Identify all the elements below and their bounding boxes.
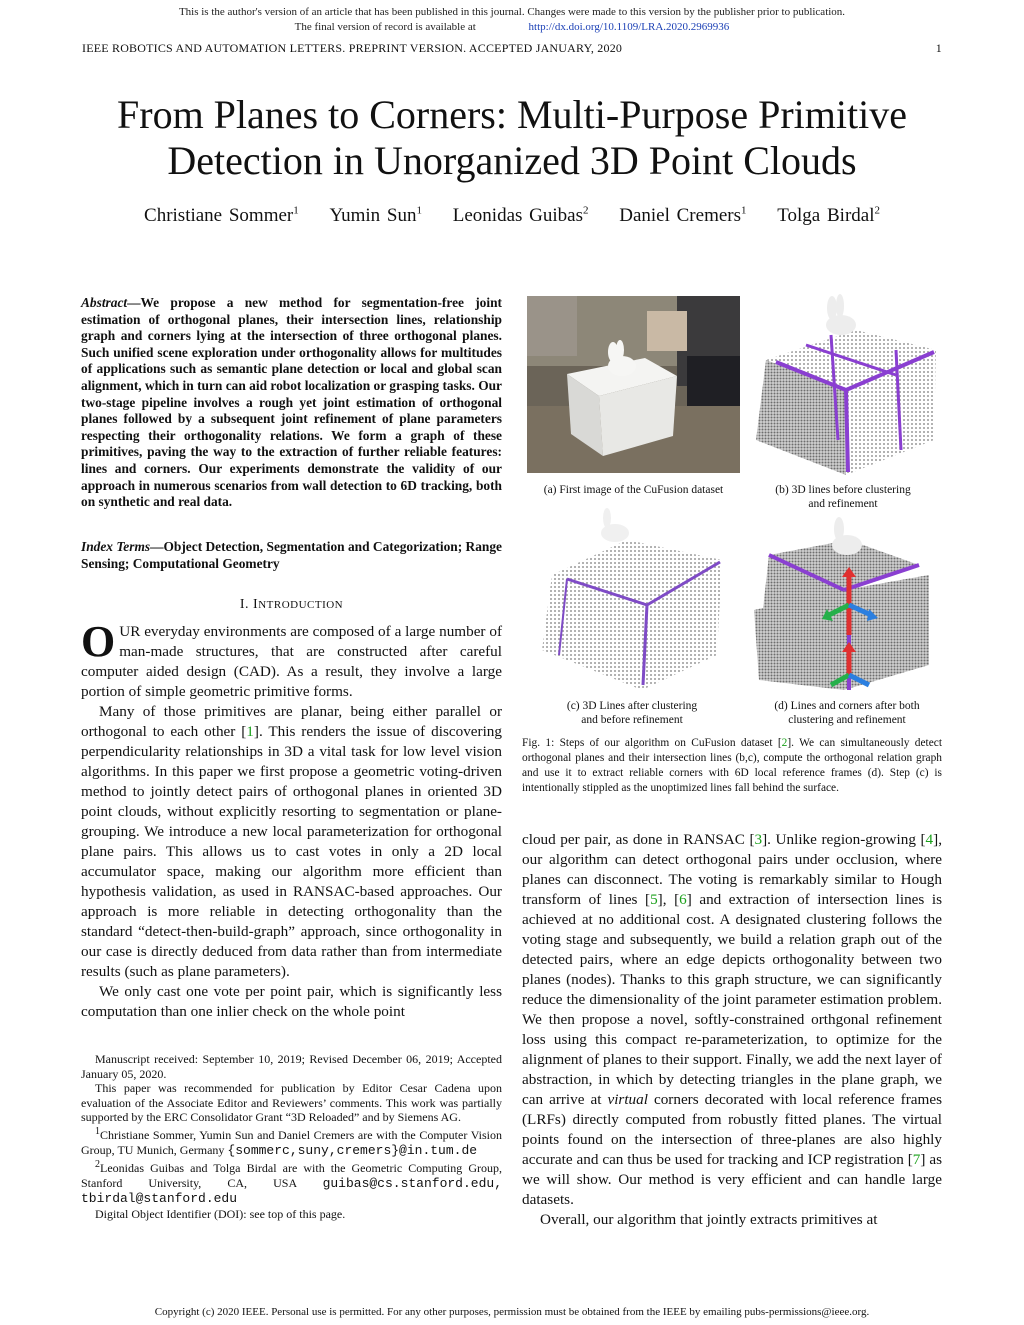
index-terms-label: Index Terms <box>81 539 151 554</box>
footnotes <box>81 1052 502 1222</box>
introduction-body <box>81 617 502 1022</box>
page-number: 1 <box>935 41 942 55</box>
index-terms-text: —Object Detection, Segmentation and Categorization; Range Sensing; Computational Geometry <box>81 539 502 571</box>
notice-text: The final version of record is available at <box>294 21 476 33</box>
paragraph: cloud per pair, as done in RANSAC [3]. Unlike region-growing [4], our algorithm can detect orthogonal pairs under occlusion, where planes can disconnect. The voting is remarkably similar to Hough transform of lines [5], [6] and extraction of intersection lines is achieved at no additional cost. A designated clustering follows the voting stage and subsequently, we build a relation graph out of the detected pairs, where an edge depicts orthogonality between two planes (nodes). Thanks to this graph structure, we can significantly reduce the dimensionality of the joint parameter estimation problem. We then propose a novel, softly-constrained orthgonal refinement loss using this compact re-parameterization, to optimize for the alignment of planes to their support. Finally, we add the next layer of abstraction, in which by detecting triangles in the plane graph, we can arrive at virtual corners decorated with local reference frames (LRFs) directly computed from robustly fitted planes. The virtual points found on the intersection of three-planes are also highly accurate and can thus be used for tracking and ICP registration [7] as we will show. Our method is very efficient and can handle large datasets. <box>522 831 943 1208</box>
right-column-body <box>522 830 942 1230</box>
paragraph: Overall, our algorithm that jointly extracts primitives at <box>540 1211 878 1228</box>
author: Leonidas Guibas$^2$ <box>452 205 589 227</box>
figure-1c-lines-after-clustering <box>537 505 727 695</box>
footnote: Digital Object Identifier (DOI): see top of this page. <box>95 1206 346 1221</box>
email[interactable]: tbirdal@stanford.edu <box>81 1191 238 1207</box>
footnote: $^1$Christiane Sommer, Yumin Sun and Daniel Cremers are with the Computer Vision Group, TU Munich, Germany {sommerc,suny,cremers}@in.tum.de <box>81 1125 502 1158</box>
doi-link[interactable]: http://dx.doi.org/10.1109/LRA.2020.2969936 <box>528 21 730 33</box>
author: Daniel Cremers$^1$ <box>619 205 747 227</box>
publication-notice: This is the author's version of an article that has been published in this journal. Changes were made to this version by the publisher prior to publication. <box>178 6 846 18</box>
figure-1a-photo <box>527 296 740 473</box>
abstract <box>81 295 502 511</box>
citation-link[interactable]: 6 <box>679 891 687 908</box>
footnote: Manuscript received: September 10, 2019; Revised December 06, 2019; Accepted January 05, 2020. <box>81 1052 502 1081</box>
index-terms <box>81 539 502 572</box>
title-line-1: From Planes to Corners: Multi-Purpose Primitive <box>117 92 907 137</box>
citation-link[interactable]: 4 <box>925 831 934 848</box>
figure-1d-lines-and-corners <box>749 515 945 695</box>
citation-link[interactable]: 5 <box>650 891 658 908</box>
figure-1b-lines-before-clustering <box>746 290 940 480</box>
email[interactable]: {sommerc,suny,cremers}@in.tum.de <box>227 1142 478 1158</box>
figure-1-caption: Fig. 1: Steps of our algorithm on CuFusion dataset [2]. We can simultaneously detect orthogonal planes and their intersection lines (b,c), compute the orthogonal relation graph and use it to extract reliable corners with 6D local reference frames (d). Step (c) is intentionally stippled as the unoptimized lines fall behind the surface. <box>522 737 942 794</box>
citation-link[interactable]: 7 <box>912 1151 921 1168</box>
footnote: This paper was recommended for publication by Editor Cesar Cadena upon evaluation of the Associate Editor and Reviewers’ comments. This work was partially supported by the ERC Consolidator Grant “3D Reloaded” and by Siemens AG. <box>81 1081 502 1125</box>
subcaption-b: (b) 3D lines before clustering and refinement <box>775 484 911 510</box>
citation-link[interactable]: 2 <box>781 737 788 749</box>
publication-notice-2 <box>0 21 1024 33</box>
abstract-text: —We propose a new method for segmentation-free joint estimation of orthogonal planes, their intersection lines, relationship graph and corners lying at the intersection of three orthogonal planes. Such unified scene exploration under orthogonality allows for multitudes of applications such as semantic plane detection or local and global scan alignment, which in turn can aid robot localization or grasping tasks. Our two-stage pipeline involves a rough yet joint estimation of orthogonal planes followed by a subsequent joint refinement of plane parameters respecting their orthogonality relations. We form a graph of these primitives, paving the way to the extraction of further reliable features: lines and corners. Our experiments demonstrate the validity of our approach in numerous scenarios from wall detection to 6D tracking, both on synthetic and real data. <box>81 295 502 510</box>
paragraph: Many of those primitives are planar, being either parallel or orthogonal to each other [1]. This renders the issue of discovering perpendicularity relationships in 3D a vital task for low level vision algorithms. In this paper we first propose a geometric voting-driven method to jointly detect pairs of orthogonal planes in oriented 3D point clouds, without explicitly resorting to segmentation or plane-grouping. We introduce a new local parameterization for orthogonal plane pairs. This allows us to cast votes in only a 2D local accumulator space, making our algorithm more efficient than hypothesis validation, as used in RANSAC-based approaches. Our approach is more reliable in detecting orthogonality than the standard “detect-then-build-graph” approach, since orthogonality in our case is directly deduced from data rather than from intermediate results (such as plane parameters). <box>81 703 502 980</box>
subcaption-d: (d) Lines and corners after both clustering and refinement <box>774 700 920 726</box>
drop-cap: O <box>81 617 116 666</box>
paper-title <box>0 92 1024 184</box>
footnote: $^2$Leonidas Guibas and Tolga Birdal are with the Geometric Computing Group, Stanford University, CA, USA guibas@cs.stanford.edu, tbirdal@stanford.edu <box>81 1159 502 1207</box>
paragraph: OUR everyday environments are composed of a large number of man-made structures, that are constructed after careful computer aided design (CAD). As a result, they involve a large portion of simple geometric primitive forms. <box>81 617 502 700</box>
author: Tolga Birdal$^2$ <box>777 205 880 227</box>
journal-name: IEEE ROBOTICS AND AUTOMATION LETTERS. PREPRINT VERSION. ACCEPTED JANUARY, 2020 <box>82 41 623 55</box>
citation-link[interactable]: 3 <box>754 831 763 848</box>
author: Yumin Sun$^1$ <box>329 205 422 227</box>
citation-link[interactable]: 1 <box>246 723 254 740</box>
subcaption-a: (a) First image of the CuFusion dataset <box>543 484 724 496</box>
subcaption-c: (c) 3D Lines after clustering and before refinement <box>566 700 698 726</box>
running-header <box>82 41 942 56</box>
title-line-2: Detection in Unorganized 3D Point Clouds <box>167 138 857 183</box>
author-list <box>0 205 1024 227</box>
author: Christiane Sommer$^1$ <box>144 205 299 227</box>
copyright-notice: Copyright (c) 2020 IEEE. Personal use is permitted. For any other purposes, permission must be obtained from the IEEE by emailing pubs-permissions@ieee.org. <box>154 1306 870 1318</box>
paragraph: We only cast one vote per point pair, which is significantly less computation than one inlier check on the whole point <box>81 983 502 1020</box>
section-heading-introduction: I. INTRODUCTION <box>239 597 344 612</box>
email[interactable]: guibas@cs.stanford.edu, <box>322 1175 502 1191</box>
abstract-label: Abstract <box>81 295 128 310</box>
